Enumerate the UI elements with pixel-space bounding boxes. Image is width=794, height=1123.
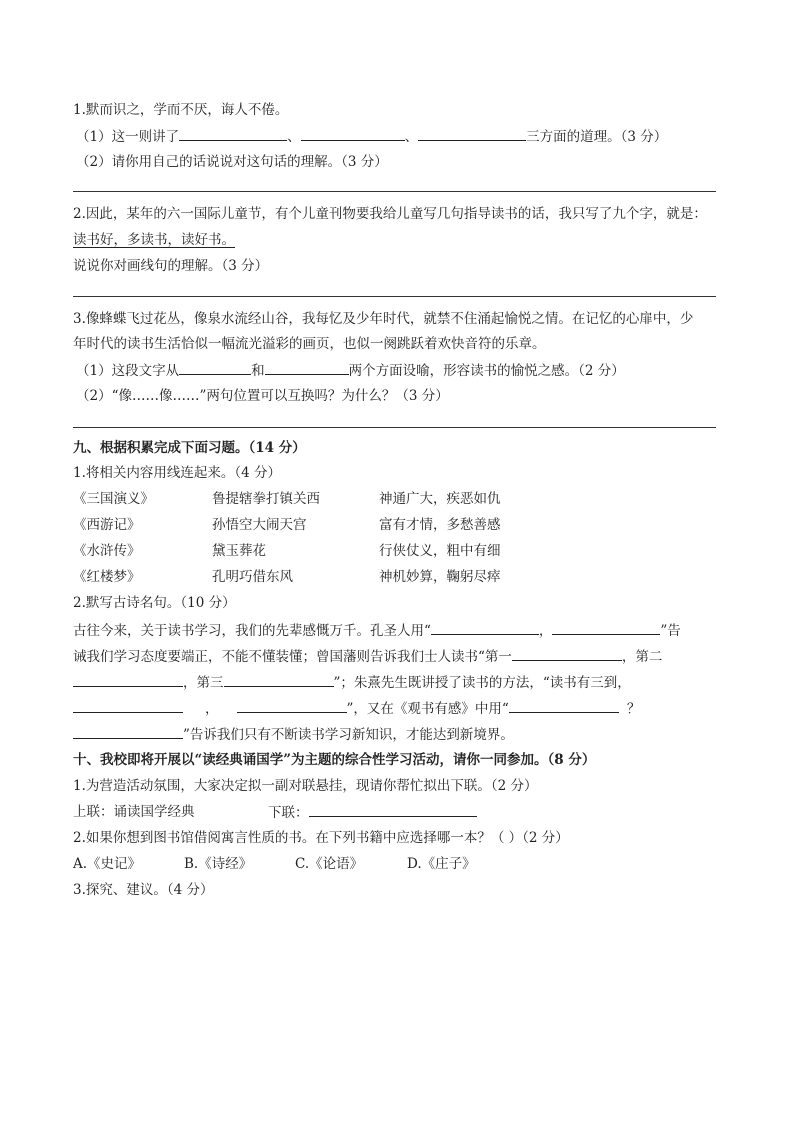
poem-text: ”；朱熹先生既讲授了读书的方法，“读书有三到，: [333, 675, 631, 691]
q3-sub1: [76, 360, 625, 381]
poem-text: ，: [205, 701, 219, 717]
poem-line-1: [73, 620, 681, 641]
poem-blank[interactable]: [224, 672, 334, 687]
trait-item[interactable]: 神机妙算，鞠躬尽瘁: [379, 569, 501, 585]
q1-stem: 1.默而识之，学而不厌，诲人不倦。: [73, 102, 289, 118]
poem-line-3: [73, 672, 631, 693]
couplet-lower-blank[interactable]: [309, 802, 477, 817]
poem-text: ”告: [660, 623, 681, 639]
q2-stem: 2.因此，某年的六一国际儿童节，有个儿童刊物要我给儿童写几句指导读书的话，我只写了九个字，就是：: [73, 206, 707, 222]
section10-q3-stem: 3.探究、建议。（4 分）: [73, 882, 214, 898]
q1-sub1-post: 三方面的道理。（3 分）: [526, 129, 668, 145]
section9-title: 九、根据积累完成下面习题。（14 分）: [73, 440, 306, 456]
q1-sub1: [76, 126, 667, 147]
q1-blank-3[interactable]: [418, 126, 526, 141]
q1-sep-1: 、: [287, 129, 301, 145]
poem-blank[interactable]: [73, 724, 183, 739]
poem-blank[interactable]: [73, 698, 183, 713]
option-c[interactable]: C.《论语》: [295, 856, 364, 872]
q1-sub1-pre: （1）这一则讲了: [76, 129, 180, 145]
poem-text: ”，又在《观书有感》中用“: [346, 701, 509, 717]
book-item[interactable]: 《红楼梦》: [73, 569, 141, 585]
poem-blank[interactable]: [73, 672, 183, 687]
story-item[interactable]: 孙悟空大闹天宫: [212, 517, 307, 533]
q3-blank-1[interactable]: [179, 360, 251, 375]
q3-para-line2: 年时代的读书生活恰似一幅流光溢彩的画页，也似一阕跳跃着欢快音符的乐章。: [73, 336, 546, 352]
couplet-lower: [268, 802, 477, 823]
book-item[interactable]: 《三国演义》: [73, 491, 154, 507]
section10-q1-stem: 1.为营造活动氛围，大家决定拟一副对联悬挂，现请你帮忙拟出下联。（2 分）: [73, 778, 538, 794]
couplet-upper: 上联：诵读国学经典: [73, 804, 195, 820]
poem-blank[interactable]: [512, 646, 622, 661]
couplet-lower-label: 下联：: [268, 805, 309, 821]
q2-underlined-sentence: 读书好，多读书，读好书。: [73, 232, 235, 248]
section10-q2-stem: 2.如果你想到图书馆借阅寓言性质的书。在下列书籍中应选择哪一本？（ ）（2 分）: [73, 830, 569, 846]
poem-blank[interactable]: [237, 698, 347, 713]
q3-sub1-post: 两个方面设喻，形容读书的愉悦之感。（2 分）: [348, 363, 625, 379]
option-b[interactable]: B.《诗经》: [184, 856, 253, 872]
book-item[interactable]: 《水浒传》: [73, 543, 141, 559]
section9-q2-stem: 2.默写古诗名句。（10 分）: [73, 595, 236, 611]
q3-sub2: （2）“像……像……”两句位置可以互换吗？为什么？（3 分）: [76, 388, 449, 404]
q3-para-line1: 3.像蜂蝶飞过花丛，像泉水流经山谷，我每忆及少年时代，就禁不住涌起愉悦之情。在记忆的心扉中，少: [73, 311, 694, 327]
section10-title: 十、我校即将开展以“读经典诵国学”为主题的综合性学习活动，请你一同参加。（8 分）: [73, 752, 596, 768]
trait-item[interactable]: 神通广大，疾恶如仇: [379, 491, 501, 507]
poem-text: 诫我们学习态度要端正，不能不懂装懂；曾国藩则告诉我们士人读书“第一: [73, 649, 512, 665]
q1-blank-2[interactable]: [301, 126, 405, 141]
q1-blank-1[interactable]: [179, 126, 287, 141]
poem-line-4: [73, 698, 640, 719]
q2-answer-line[interactable]: [73, 296, 716, 297]
poem-text: ”告诉我们只有不断读书学习新知识，才能达到新境界。: [183, 727, 514, 743]
option-d[interactable]: D.《庄子》: [407, 856, 476, 872]
story-item[interactable]: 孔明巧借东风: [212, 569, 293, 585]
poem-line-2: [73, 646, 662, 667]
option-a[interactable]: A.《史记》: [73, 856, 142, 872]
q1-sep-2: 、: [404, 129, 419, 145]
poem-blank[interactable]: [552, 620, 660, 635]
q2-ask: 说说你对画线句的理解。（3 分）: [73, 258, 269, 274]
poem-text: ，第二: [621, 649, 663, 665]
poem-text: 古往今来，关于读书学习，我们的先辈感慨万千。孔圣人用“: [73, 623, 431, 639]
q3-blank-2[interactable]: [265, 360, 349, 375]
q3-answer-line[interactable]: [73, 427, 716, 428]
section9-q1-stem: 1.将相关内容用线连起来。（4 分）: [73, 465, 282, 481]
poem-text: ？: [626, 701, 641, 717]
poem-text: ，第三: [183, 675, 224, 691]
q1-sub2: （2）请你用自己的话说说对这句话的理解。（3 分）: [76, 154, 388, 170]
poem-text: ，: [538, 623, 553, 639]
poem-blank[interactable]: [431, 620, 539, 635]
story-item[interactable]: 黛玉葬花: [212, 543, 266, 559]
q3-sub1-pre: （1）这段文字从: [76, 363, 180, 379]
q3-sub1-mid: 和: [251, 363, 265, 379]
trait-item[interactable]: 行侠仗义，粗中有细: [379, 543, 501, 559]
q1-answer-line[interactable]: [73, 191, 716, 192]
poem-line-5: [73, 724, 514, 745]
poem-blank[interactable]: [509, 698, 619, 713]
book-item[interactable]: 《西游记》: [73, 517, 141, 533]
trait-item[interactable]: 富有才情，多愁善感: [379, 517, 501, 533]
story-item[interactable]: 鲁提辖拳打镇关西: [212, 491, 320, 507]
